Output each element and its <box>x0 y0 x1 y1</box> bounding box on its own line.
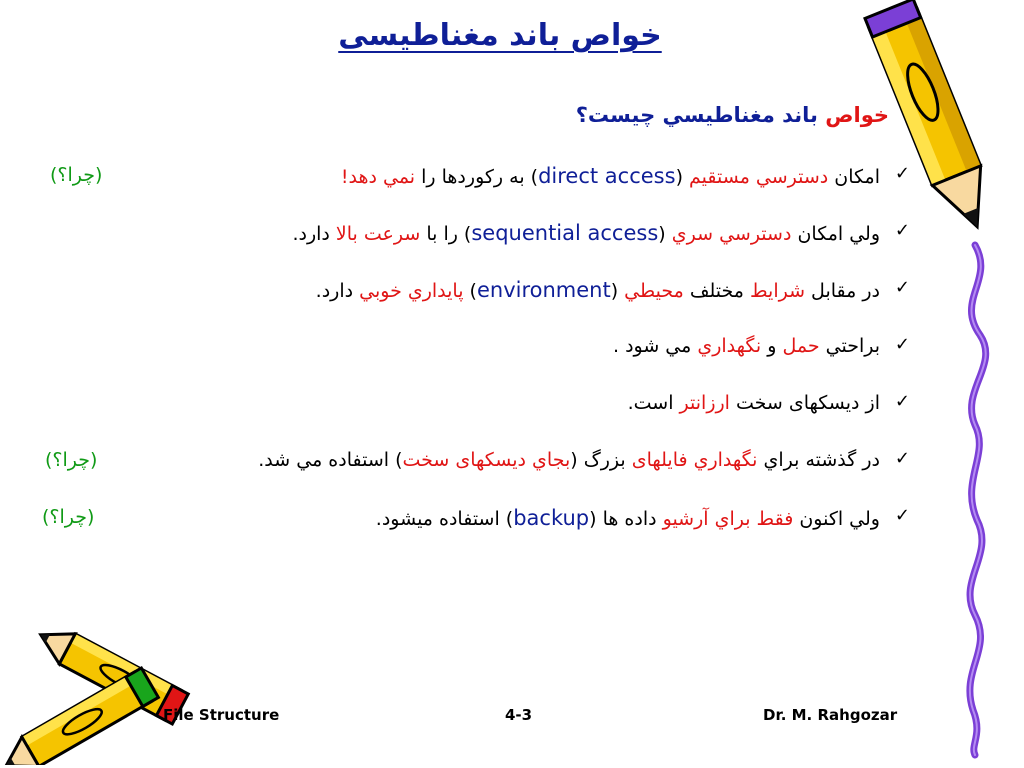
bullet-text-part: ارزانتر <box>679 392 730 414</box>
footer-author: Dr. M. Rahgozar <box>763 706 898 724</box>
bullet-item <box>30 445 910 502</box>
pencils-bottom-left-icon <box>0 615 210 765</box>
why-note: (چرا؟) <box>45 449 98 471</box>
bullet-text-part: پايداري خوبي <box>359 280 464 302</box>
bullet-text-part: دارد. <box>315 280 360 302</box>
bullet-text-part: سرعت بالا <box>335 223 421 245</box>
bullet-item <box>30 331 910 388</box>
bullet-text-part: ) استفاده مي شد. <box>258 449 403 471</box>
bullet-text-part: مختلف <box>683 280 750 302</box>
slide-title: خواص باند مغناطيسی <box>338 18 662 53</box>
bullet-text-part: امكان <box>828 166 880 188</box>
bullet-text-part: نمي دهد <box>348 166 416 188</box>
bullet-text-part: نگهداري <box>697 335 762 357</box>
subtitle-part: باند مغناطيسي چيست؟ <box>575 103 826 127</box>
bullet-text <box>258 449 880 471</box>
bullet-text-part: براحتي <box>819 335 880 357</box>
bullet-text-part: دارد. <box>292 223 336 245</box>
bullet-text-part: sequential access <box>471 221 659 245</box>
slide-subtitle <box>576 103 889 127</box>
bullet-item <box>30 388 910 445</box>
bullet-text-part: ولي امكان <box>791 223 880 245</box>
why-note: (چرا؟) <box>50 164 103 186</box>
checkmark-icon: ✓ <box>894 220 910 241</box>
footer-course-name: File Structure <box>163 706 280 724</box>
footer-slide-number: 4-3 <box>505 706 533 724</box>
bullet-text-part: است. <box>627 392 680 414</box>
bullet-text-part: ولي اكنون <box>793 508 880 530</box>
bullet-text-part: ( <box>675 166 690 188</box>
bullet-text-part: ( <box>610 280 625 302</box>
bullet-text-part: backup <box>513 506 590 530</box>
subtitle-part: خواص <box>825 103 889 127</box>
bullet-text-part: محيطي <box>624 280 684 302</box>
bullet-text <box>613 335 880 357</box>
bullet-text-part: ) <box>463 280 477 302</box>
bullet-text-part: در گذشته براي <box>757 449 880 471</box>
bullet-item <box>30 217 910 274</box>
bullet-text <box>376 506 880 530</box>
bullet-text-part: بجاي دیسکهای سخت <box>402 449 571 471</box>
bullet-text-part: دسترسي مستقيم <box>689 166 829 188</box>
bullet-text <box>341 164 880 188</box>
bullet-text-part: ) را با <box>420 223 472 245</box>
bullet-text-part: از دیسکهای سخت <box>729 392 880 414</box>
bullet-text-part: ) استفاده ميشود. <box>375 508 514 530</box>
why-note: (چرا؟) <box>42 506 95 528</box>
checkmark-icon: ✓ <box>894 163 910 184</box>
checkmark-icon: ✓ <box>894 391 910 412</box>
checkmark-icon: ✓ <box>894 277 910 298</box>
bullet-text-part: دسترسي سري <box>671 223 792 245</box>
bullet-text-part: در مقابل <box>805 280 880 302</box>
bullet-text <box>628 392 880 414</box>
bullet-text-part: حمل <box>782 335 820 357</box>
bullet-text-part: و <box>761 335 783 357</box>
bullet-item <box>30 502 910 559</box>
checkmark-icon: ✓ <box>894 448 910 469</box>
bullet-item <box>30 274 910 331</box>
bullet-text-part: ! <box>340 166 349 188</box>
bullet-text-part: نگهداري فايلهای <box>631 449 758 471</box>
bullet-list <box>30 160 910 559</box>
bullet-text-part: بزرگ ( <box>570 449 632 471</box>
bullet-text-part: ) به ركوردها را <box>415 166 539 188</box>
bullet-text-part: ( <box>658 223 672 245</box>
bullet-text-part: داده ها ( <box>589 508 663 530</box>
checkmark-icon: ✓ <box>894 334 910 355</box>
bullet-text-part: شرايط <box>750 280 806 302</box>
squiggle-line-right-icon <box>945 240 1005 760</box>
bullet-text-part: direct access <box>538 164 676 188</box>
bullet-text <box>316 278 880 302</box>
bullet-item <box>30 160 910 217</box>
checkmark-icon: ✓ <box>894 505 910 526</box>
bullet-text-part: فقط براي آرشيو <box>662 508 794 530</box>
bullet-text-part: مي شود . <box>612 335 698 357</box>
bullet-text <box>292 221 880 245</box>
bullet-text-part: environment <box>476 278 611 302</box>
